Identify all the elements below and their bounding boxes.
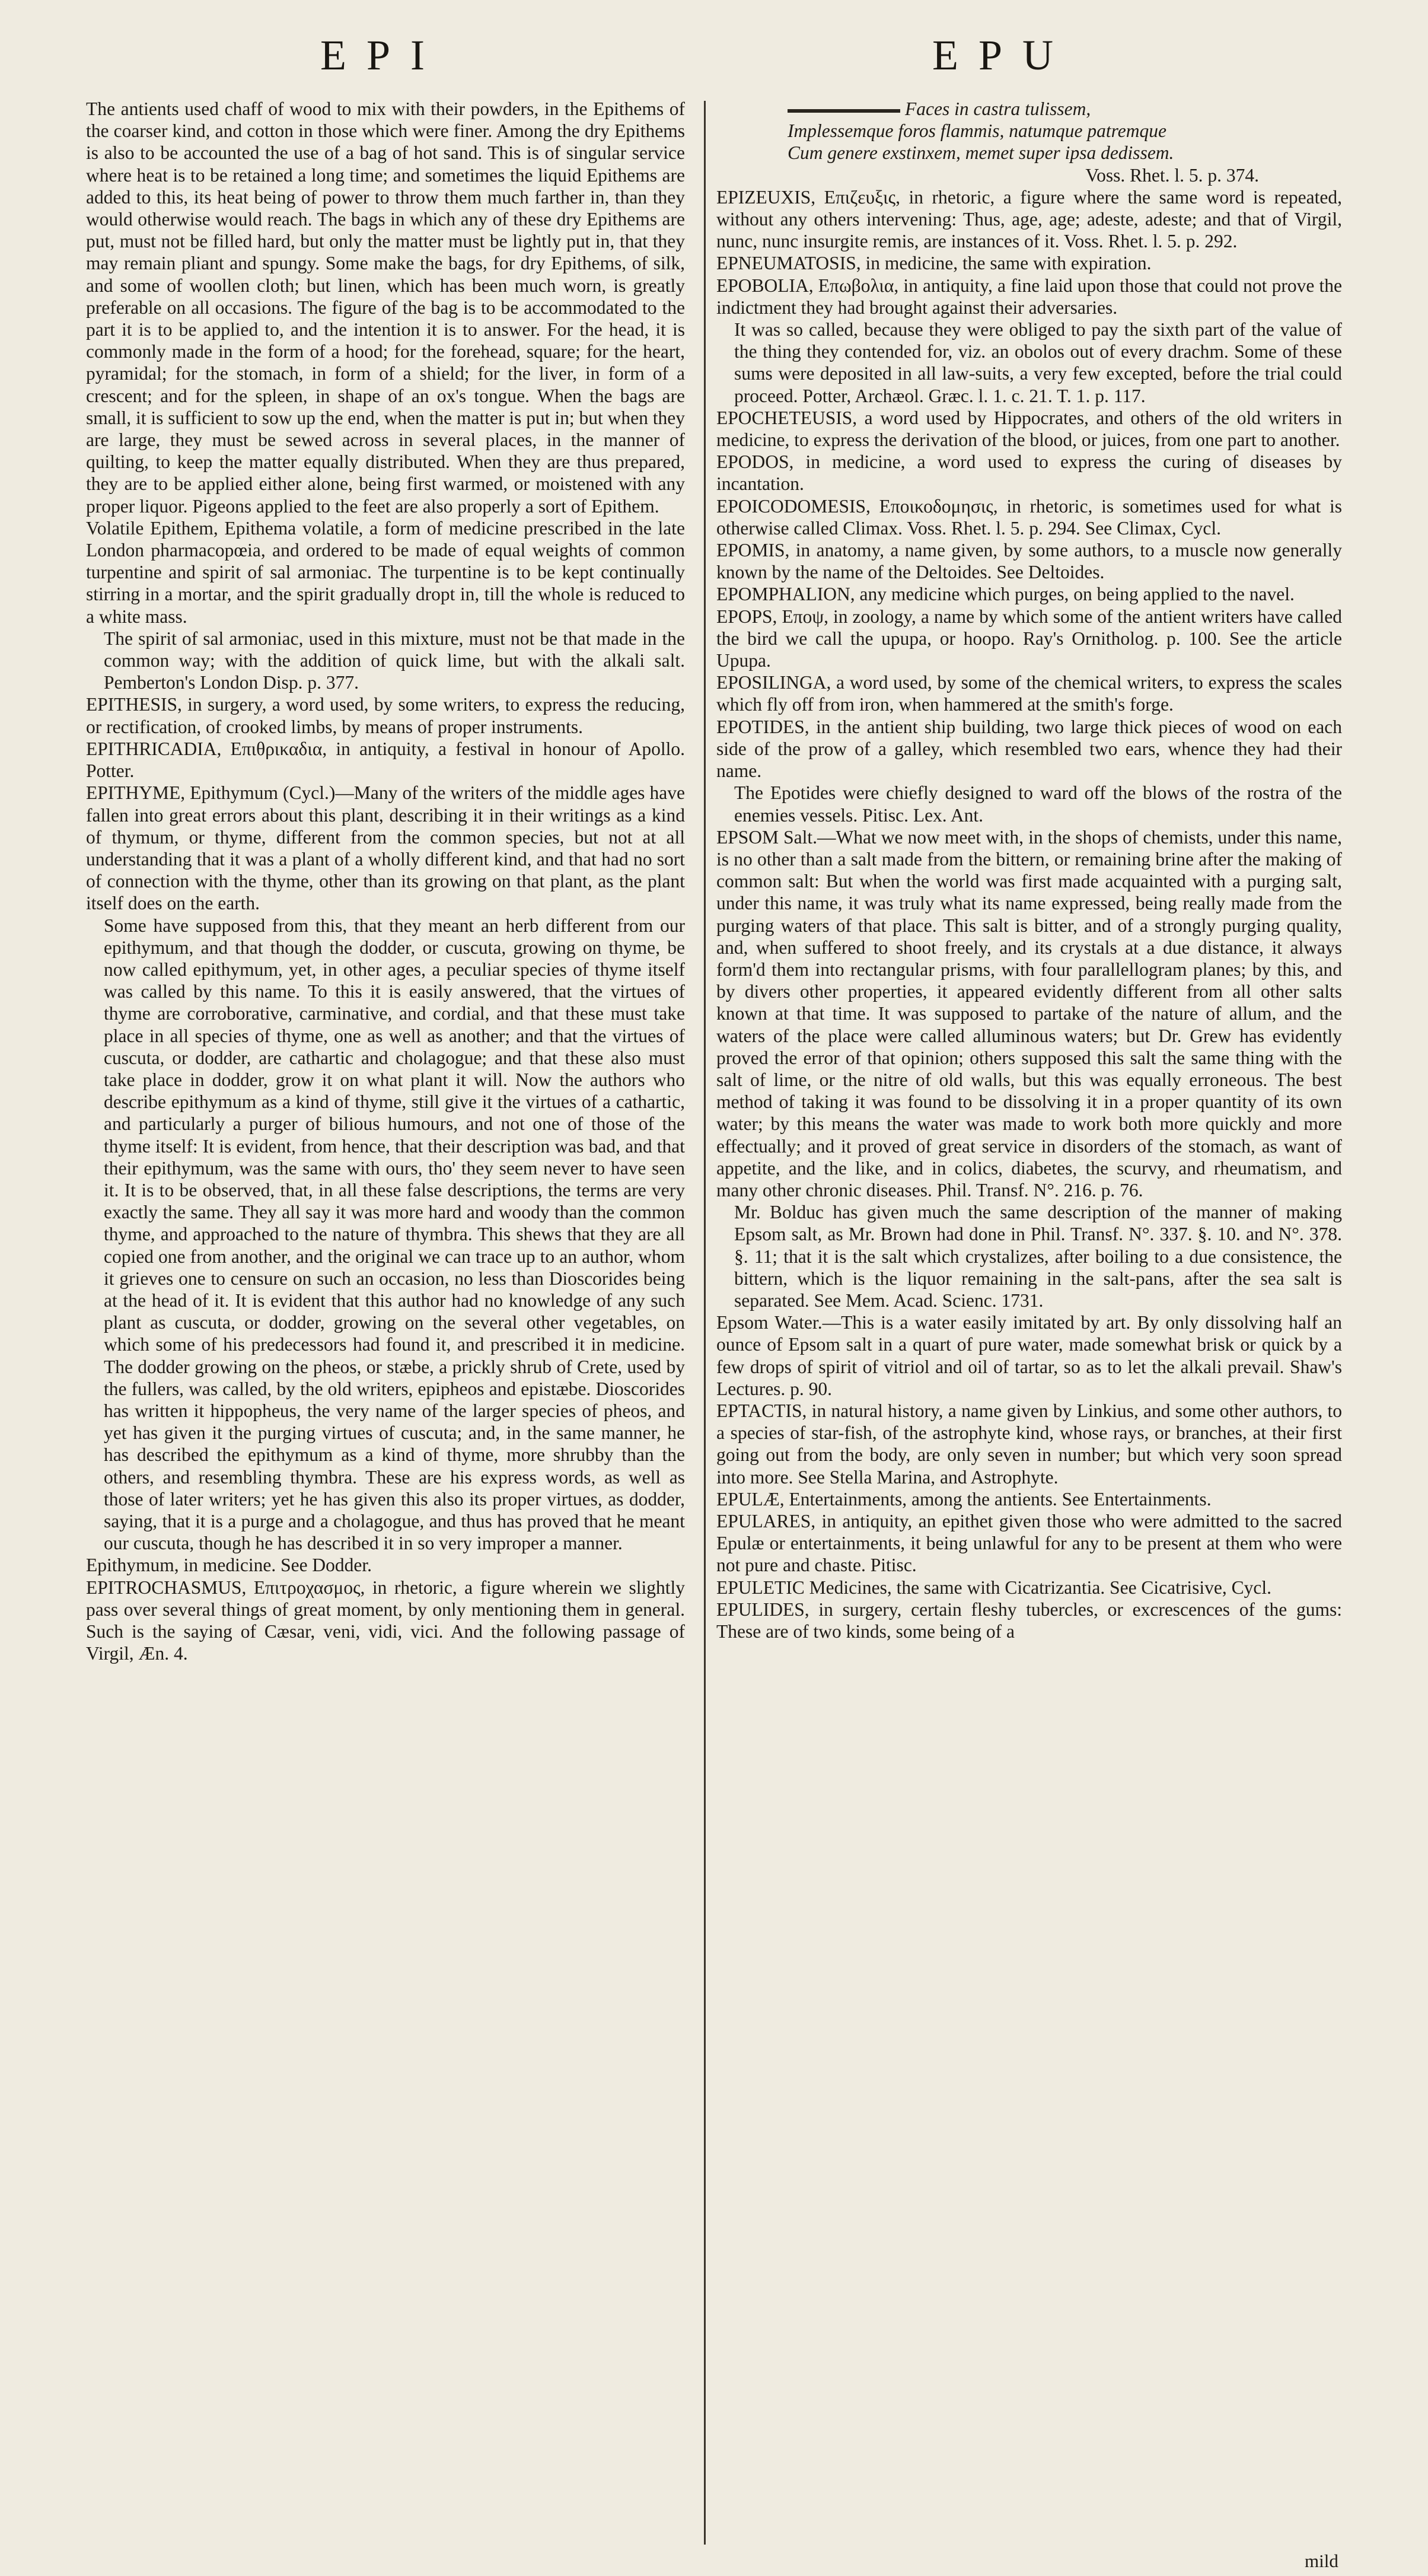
entry-epithyme-continued: Some have supposed from this, that they meant an herb different from our epithymum, and that though the dodder, or cuscuta, growing on thyme, be now called epithymum, yet, in other ages, a peculiar species of thyme itself was called by this name. To this it is easily answered, that the virtues of thyme are corroborative, carminative, and cordial, and that these must take place in all species of thyme, one as well as another; and that the virtues of cuscuta, or dodder, are cathartic and cholagogue; and that these also must take place in dodder, grow it on what plant it will. Now the authors who describe epithymum as a kind of thyme, still give it the virtues of a cathartic, and particularly a purger of bilious humours, and not one of those of the thyme itself: It is evident, from hence, that their description was bad, and that their epithymum, was the same with ours, tho' they seem never to have seen it. It is to be observed, that, in all these false descriptions, the terms are very exactly the same. They all say it was more hard and woody than the common thyme, and approached to the nature of thymbra. This shews that they are all copied one from another, and the original we can trace up to an author, whom it grieves one to censure on such an occasion, no less than Dioscorides being at the head of it. It is evident that this author had no knowledge of any such plant as cuscuta, or dodder, growing on the several other vegetables, on which some of his predecessors had found it, and prescribed it in medicine. The dodder growing on the pheos, or stæbe, a prickly shrub of Crete, used by the fullers, was called, by the old writers, epipheos and epistæbe. Dioscorides has written it hippopheus, the very name of the larger species of pheos, and yet has given it the purging virtues of cuscuta; and, in the same manner, he has described the epithymum as a kind of thyme, more shrubby than the others, and resembling thymbra. These are his express words, as well as those of later writers; yet he has given this also its proper virtues, as dodder, saying, that it is a purge and a cholagogue, and thus has proved that he meant our cuscuta, though he has described it in so very improper a manner.	[104, 915, 685, 1554]
entry-epithymum: Epithymum, in medicine. See Dodder.	[86, 1555, 372, 1576]
entry-epneumatosis: EPNEUMATOSIS, in medicine, the same with expiration.	[716, 253, 1152, 274]
verse-line-1	[716, 98, 1342, 120]
entry-eposilinga: EPOSILINGA, a word used, by some of the chemical writers, to express the scales which fly off from iron, when hammered at the smith's forge.	[716, 672, 1342, 715]
entry-epobolia-continued: It was so called, because they were obliged to pay the sixth part of the value of the thing they contended for, viz. an obolos out of every drachm. Some of these sums were deposited in all law-suits, a very few excepted, before the trial could proceed. Potter, Archæol. Græc. l. 1. c. 21. T. 1. p. 117.	[734, 319, 1342, 406]
page-header	[0, 31, 1428, 84]
catchword: mild	[1305, 2550, 1338, 2571]
entry-epitrochasmus: EPITROCHASMUS, Επιτροχασμος, in rhetoric, a figure wherein we slightly pass over several things of great moment, by only mentioning them in general. Such is the saying of Cæsar, veni, vidi, vici. And the following passage of Virgil, Æn. 4.	[86, 1577, 685, 1664]
left-column	[86, 98, 685, 1664]
verse-dash	[788, 109, 900, 113]
verse-line-3: Cum genere exstinxem, memet super ipsa dedissem.	[788, 142, 1174, 164]
verse-text-1: Faces in castra tulissem,	[905, 98, 1091, 119]
entry-volatile-epithem: Volatile Epithem, Epithema volatile, a form of medicine prescribed in the late London pharmacopœia, and ordered to be made of equal weights of common turpentine and spirit of sal armoniac. The turpentine is to be kept continually stirring in a mortar, and the spirit gradually dropt in, till the whole is reduced to a white mass.	[86, 517, 685, 627]
entry-epizeuxis: EPIZEUXIS, Επιζευξις, in rhetoric, a figure where the same word is repeated, without any others intervening: Thus, age, age; adeste, adeste; and that of Virgil, nunc, nunc insurgite remis, are instances of it. Voss. Rhet. l. 5. p. 292.	[716, 186, 1342, 252]
entry-epithesis: EPITHESIS, in surgery, a word used, by some writers, to express the reducing, or rectification, of crooked limbs, by means of proper instruments.	[86, 694, 685, 737]
entry-epithricadia: EPITHRICADIA, Επιθρικαδια, in antiquity, a festival in honour of Apollo. Potter.	[86, 738, 685, 782]
entry-epoicodomesis: EPOICODOMESIS, Εποικοδομησις, in rhetoric, is sometimes used for what is otherwise called Climax. Voss. Rhet. l. 5. p. 294. See Climax, Cycl.	[716, 495, 1342, 539]
running-head-right: EPU	[932, 31, 1074, 79]
verse-line-2: Implessemque foros flammis, natumque patremque	[788, 120, 1166, 142]
entry-epithem-continuation: The antients used chaff of wood to mix with their powders, in the Epithems of the coarser kind, and cotton in those which were finer. Among the dry Epithems is also to be accounted the use of a bag of hot sand. This is of singular service where heat is to be retained a long time; and sometimes the liquid Epithems are added to this, its heat being of power to throw them much farther in, than they would otherwise would reach. The bags in which any of these dry Epithems are put, must not be filled hard, but only the matter must be lightly put in, that they may remain pliant and spungy. Some make the bags, for dry Epithems, of silk, and some of woollen cloth; but linen, which has been much worn, is greatly preferable on all occasions. The figure of the bag is to be accommodated to the part it is to be applied to, and the intention it is to answer. For the head, it is commonly made in the form of a hood; for the forehead, square; for the heart, pyramidal; for the stomach, in form of a shield; for the liver, in form of a crescent; and for the spleen, in shape of an ox's tongue. When the bags are small, it is sufficient to sow up the end, when the matter is put in; but when they are large, they must be sewed across in several places, in the manner of quilting, to keep the matter equally distributed. When they are thus prepared, they are to be applied either alone, being first warmed, or moistened with any proper liquor. Pigeons applied to the feet are also properly a sort of Epithem.	[86, 98, 685, 517]
column-divider	[704, 101, 706, 2545]
entry-epomphalion: EPOMPHALION, any medicine which purges, on being applied to the navel.	[716, 584, 1295, 605]
entry-epotides-continued: The Epotides were chiefly designed to ward off the blows of the rostra of the enemies vessels. Pitisc. Lex. Ant.	[734, 782, 1342, 826]
entry-epsom-water: Epsom Water.—This is a water easily imitated by art. By only dissolving half an ounce of Epsom salt in a quart of pure water, made somewhat brisk or quick by a few drops of spirit of vitriol and oil of tartar, so as to let the alkali prevail. Shaw's Lectures. p. 90.	[716, 1312, 1342, 1399]
right-column	[716, 98, 1342, 1642]
entry-epulares: EPULARES, in antiquity, an epithet given those who were admitted to the sacred Epulæ or entertainments, it being unlawful for any to be present at them who were not pure and chaste. Pitisc.	[716, 1511, 1342, 1576]
entry-epodos: EPODOS, in medicine, a word used to express the curing of diseases by incantation.	[716, 451, 1342, 495]
entry-epotides: EPOTIDES, in the antient ship building, two large thick pieces of wood on each side of the prow of a galley, which resembled two ears, whence they had their name.	[716, 716, 1342, 782]
entry-epocheteusis: EPOCHETEUSIS, a word used by Hippocrates, and others of the old writers in medicine, to express the derivation of the blood, or juices, from one part to another.	[716, 407, 1342, 451]
entry-epops: EPOPS, Εποψ, in zoology, a name by which some of the antient writers have called the bird we call the upupa, or hoopo. Ray's Ornitholog. p. 100. See the article Upupa.	[716, 606, 1342, 671]
entry-epsom-salt: EPSOM Salt.—What we now meet with, in the shops of chemists, under this name, is no other than a salt made from the bittern, or remaining brine after the making of common salt: But when the world was first made acquainted with a purging salt, under this name, it was truly what its name expressed, being really made from the purging waters of that place. This salt is bitter, and of a strongly purging quality, and, when suffered to shoot freely, and its crystals at a due distance, it always form'd them into rectangular prisms, with four parallellogram planes; by this, and by divers other properties, it appeared evidently different from all other salts known at that time. It was supposed to partake of the nature of allum, and the waters of the place were called alluminous waters; but Dr. Grew has evidently proved the error of that opinion; others supposed this salt the same thing with the salt of lime, or the nitre of old walls, but this was equally erroneous. The best method of taking it was found to be dissolving it in a proper quantity of its own water; by this means the water was made to work both more quickly and more effectually; and it proved of great service in disorders of the stomach, as want of appetite, and the like, and in colics, diabetes, the scurvy, and rheumatism, and many other chronic diseases. Phil. Transf. N°. 216. p. 76.	[716, 826, 1342, 1201]
entry-epobolia: EPOBOLIA, Επωβολια, in antiquity, a fine laid upon those that could not prove the indictment they had brought against their adversaries.	[716, 275, 1342, 318]
entry-volatile-epithem-note: The spirit of sal armoniac, used in this mixture, must not be that made in the common way; with the addition of quick lime, but with the alkali salt. Pemberton's London Disp. p. 377.	[104, 628, 685, 693]
running-head-left: EPI	[320, 31, 445, 79]
verse-citation: Voss. Rhet. l. 5. p. 374.	[1085, 164, 1259, 186]
entry-epuletic: EPULETIC Medicines, the same with Cicatrizantia. See Cicatrisive, Cycl.	[716, 1577, 1272, 1598]
entry-epulides: EPULIDES, in surgery, certain fleshy tubercles, or excrescences of the gums: These are of two kinds, some being of a	[716, 1599, 1342, 1642]
entry-epomis: EPOMIS, in anatomy, a name given, by some authors, to a muscle now generally known by the name of the Deltoides. See Deltoides.	[716, 540, 1342, 583]
entry-epithyme: EPITHYME, Epithymum (Cycl.)—Many of the writers of the middle ages have fallen into great errors about this plant, describing it in their writings as a kind of thymum, or thyme, different from the common species, but not at all understanding that it was a plant of a wholly different kind, and that had no sort of connection with the thyme, other than its growing on that plant, as the plant itself does on the earth.	[86, 782, 685, 914]
entry-epulae: EPULÆ, Entertainments, among the antients. See Entertainments.	[716, 1488, 1212, 1510]
entry-epsom-salt-continued: Mr. Bolduc has given much the same description of the manner of making Epsom salt, as Mr. Brown had done in Phil. Transf. N°. 337. §. 10. and N°. 378. §. 11; that it is the salt which crystalizes, after boiling to a due consistence, the bittern, which is the liquor remaining in the salt-pans, after the sea salt is separated. See Mem. Acad. Scienc. 1731.	[734, 1202, 1342, 1311]
entry-eptactis: EPTACTIS, in natural history, a name given by Linkius, and some other authors, to a species of star-fish, of the astrophyte kind, whose rays, or branches, at their first going out from the body, are only seven in number; but which very soon spread into more. See Stella Marina, and Astrophyte.	[716, 1400, 1342, 1488]
